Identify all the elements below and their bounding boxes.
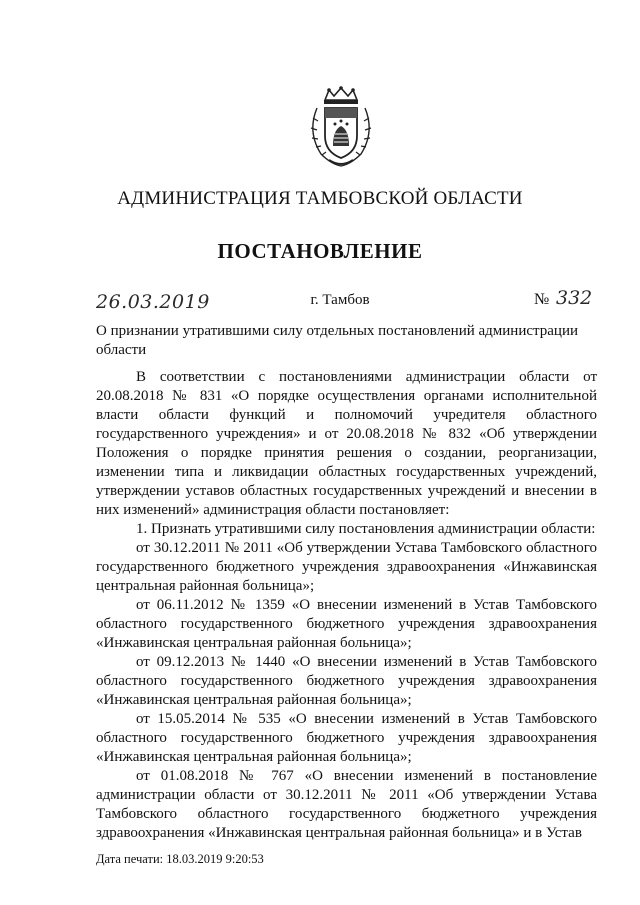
body-paragraph: от 15.05.2014 № 535 «О внесении изменений в Устав Тамбовского областного государственного бюджетного учреждения здравоохранения «Инжавинская центральная районная больница»; [96, 711, 597, 765]
document-date: 26.03.2019 [96, 291, 210, 313]
coat-of-arms-icon [303, 86, 379, 168]
document-body [96, 368, 597, 843]
document-subject: О признании утратившими силу отдельных постановлений администрации области [96, 323, 578, 358]
body-paragraph: от 01.08.2018 № 767 «О внесении изменений в постановление администрации области от 30.12.2011 № 2011 «Об утверждении Устава Тамбовского областного государственного бюджетного учреждения здравоохранения «Инжавинская центральная районная больница» и в Устав [96, 768, 597, 841]
document-number-label: № [534, 291, 550, 308]
organization-name: АДМИНИСТРАЦИЯ ТАМБОВСКОЙ ОБЛАСТИ [117, 188, 523, 209]
body-paragraph: от 30.12.2011 № 2011 «Об утверждении Устава Тамбовского областного государственного бюджетного учреждения здравоохранения «Инжавинская центральная районная больница»; [96, 540, 597, 594]
print-date: Дата печати: 18.03.2019 9:20:53 [96, 852, 264, 866]
body-paragraph: В соответствии с постановлениями администрации области от 20.08.2018 № 831 «О порядке осуществления органами исполнительной власти области функций и полномочий учредителя областного государственного учреждения» и от 20.08.2018 № 832 «Об утверждении Положения о порядке принятия решения о создании, реорганизации, изменении типа и ликвидации областных государственных учреждений, утверждении уставов областных государственных учреждений и внесении в них изменений» администрация области постановляет: [96, 369, 597, 518]
document-city: г. Тамбов [310, 292, 370, 308]
body-paragraph: от 09.12.2013 № 1440 «О внесении изменений в Устав Тамбовского областного государственного бюджетного учреждения здравоохранения «Инжавинская центральная районная больница»; [96, 654, 597, 708]
document-number: 332 [556, 287, 593, 309]
document-type-title: ПОСТАНОВЛЕНИЕ [217, 239, 423, 263]
body-paragraph: 1. Признать утратившими силу постановления администрации области: [136, 521, 596, 537]
body-paragraph: от 06.11.2012 № 1359 «О внесении изменений в Устав Тамбовского областного государственного бюджетного учреждения здравоохранения «Инжавинская центральная районная больница»; [96, 597, 597, 651]
